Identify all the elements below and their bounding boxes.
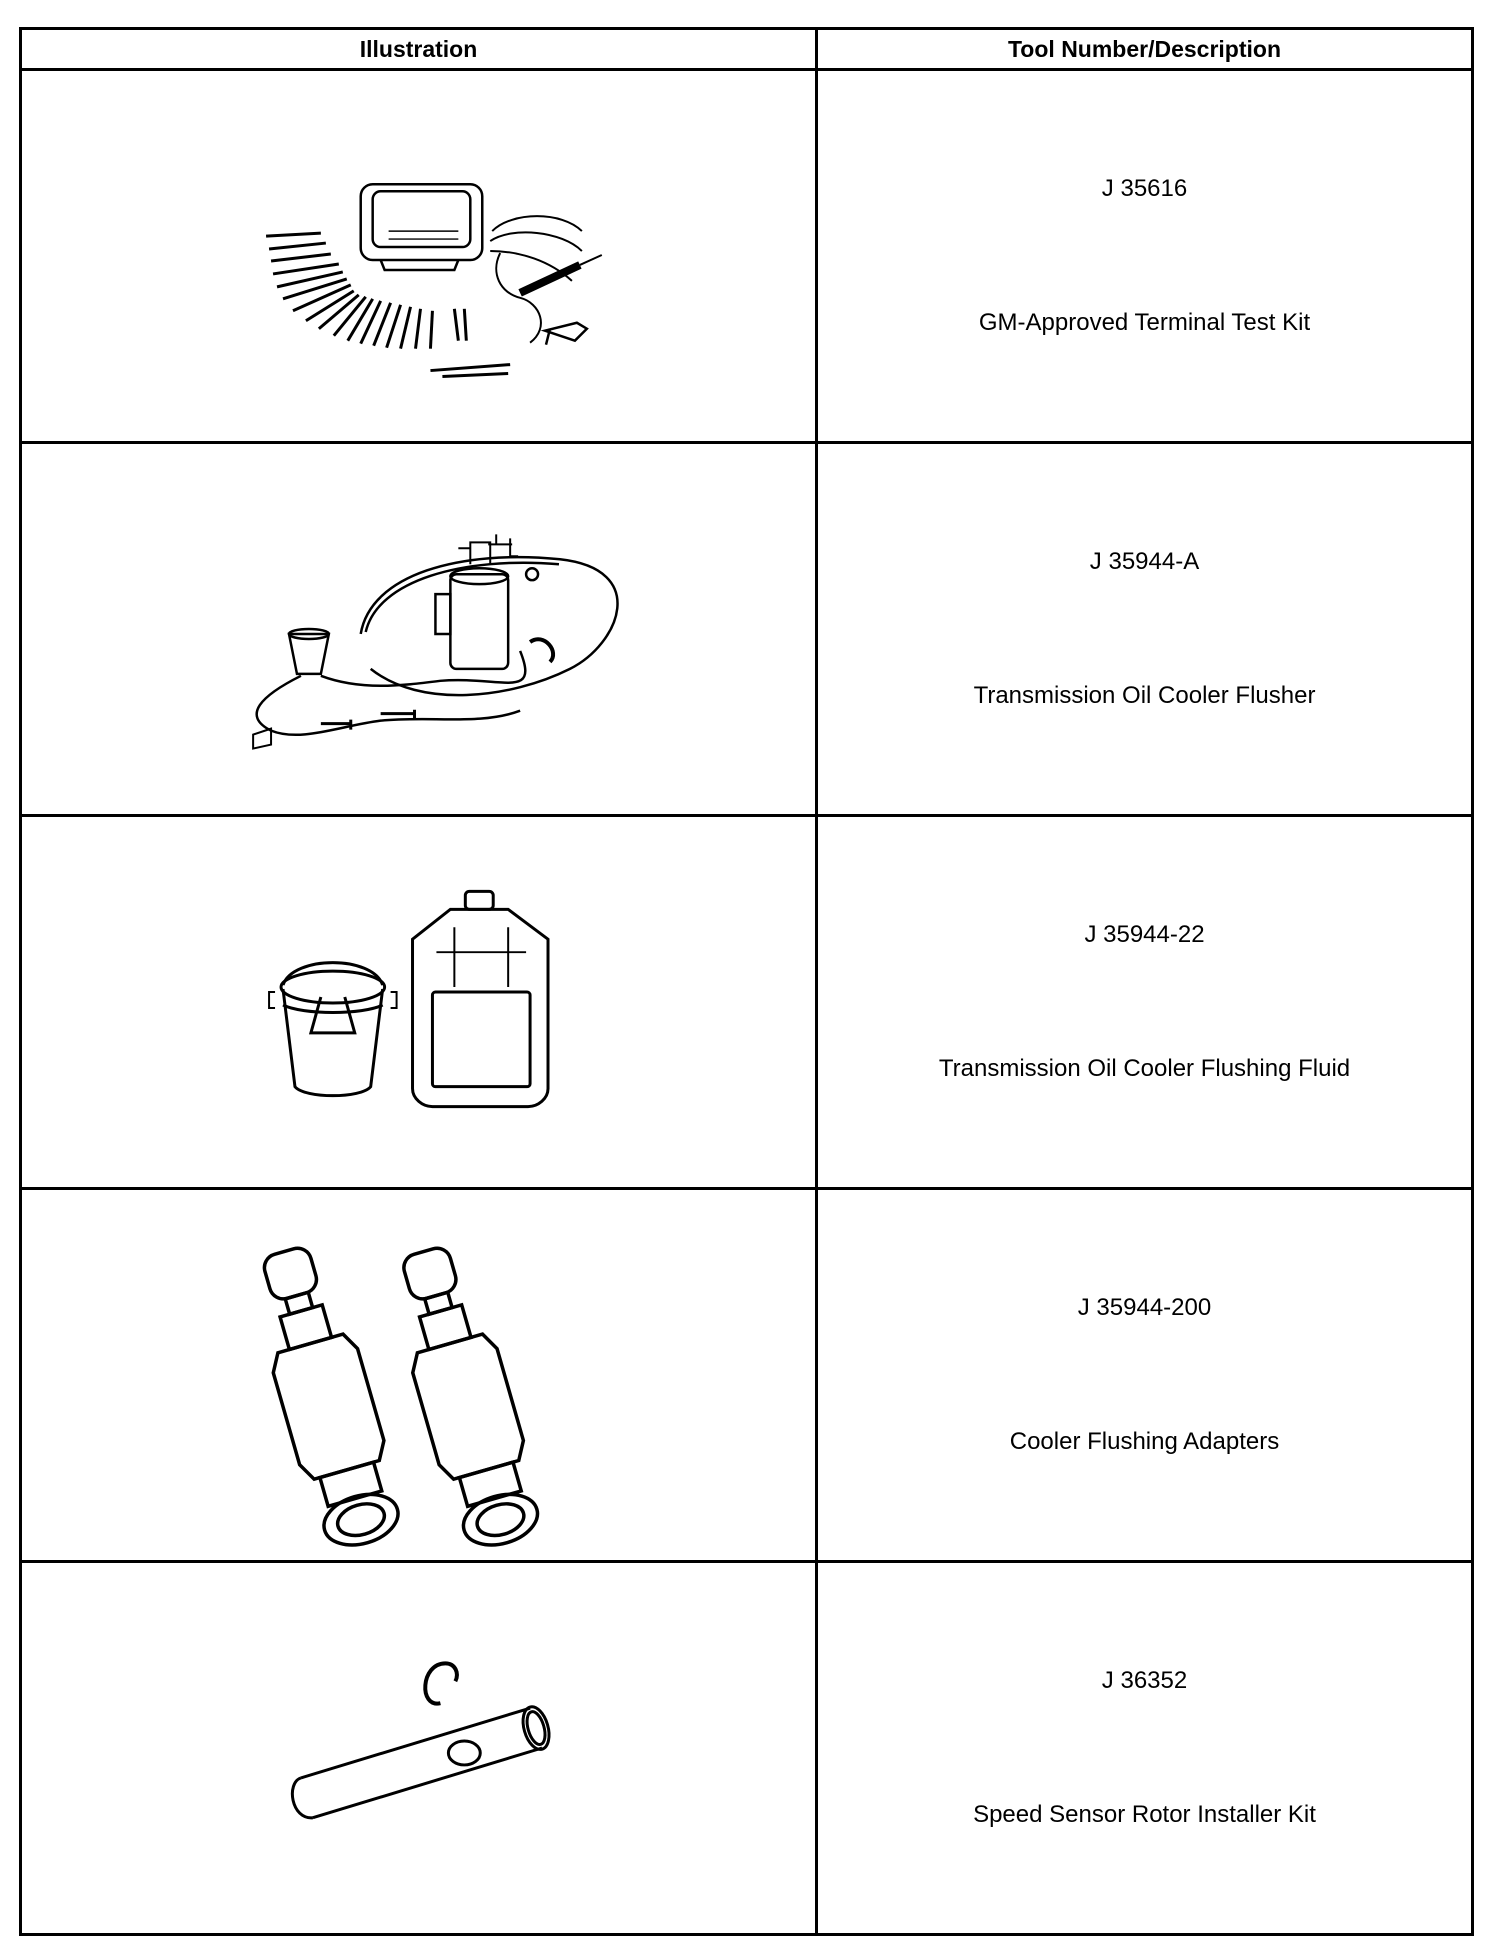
flushing-adapters-illustration xyxy=(22,1190,815,1560)
tool-number: J 35944-22 xyxy=(1084,921,1205,948)
tool-number: J 35616 xyxy=(1101,175,1188,202)
tool-header: Tool Number/Description xyxy=(817,29,1473,70)
tool-number: J 36352 xyxy=(1101,1667,1188,1694)
tool-description-cell xyxy=(817,816,1473,1189)
table-row xyxy=(21,1562,1473,1935)
tool-description-cell xyxy=(817,443,1473,816)
tool-description-cell xyxy=(817,1562,1473,1935)
illustration-cell xyxy=(21,70,817,443)
table-row xyxy=(21,443,1473,816)
tool-number: J 35944-A xyxy=(1089,548,1200,575)
table-row xyxy=(21,816,1473,1189)
rotor-installer-kit-illustration xyxy=(22,1563,815,1933)
illustration-cell xyxy=(21,1562,817,1935)
tool-description: Cooler Flushing Adapters xyxy=(1009,1428,1280,1455)
table-header-row xyxy=(21,29,1473,70)
illustration-cell xyxy=(21,443,817,816)
illustration-cell xyxy=(21,1189,817,1562)
terminal-test-kit-illustration xyxy=(22,71,815,441)
flushing-fluid-illustration xyxy=(22,817,815,1187)
tool-description-cell xyxy=(817,1189,1473,1562)
tool-description: Transmission Oil Cooler Flusher xyxy=(973,682,1316,709)
table-row xyxy=(21,1189,1473,1562)
tool-description-cell xyxy=(817,70,1473,443)
cooler-flusher-illustration xyxy=(22,444,815,814)
special-tools-table xyxy=(19,27,1474,1936)
illustration-cell xyxy=(21,816,817,1189)
tool-description: Speed Sensor Rotor Installer Kit xyxy=(973,1801,1316,1828)
table-row xyxy=(21,70,1473,443)
illustration-header: Illustration xyxy=(21,29,817,70)
tool-number: J 35944-200 xyxy=(1077,1294,1212,1321)
tool-description: Transmission Oil Cooler Flushing Fluid xyxy=(938,1055,1351,1082)
tool-description: GM-Approved Terminal Test Kit xyxy=(978,309,1311,336)
